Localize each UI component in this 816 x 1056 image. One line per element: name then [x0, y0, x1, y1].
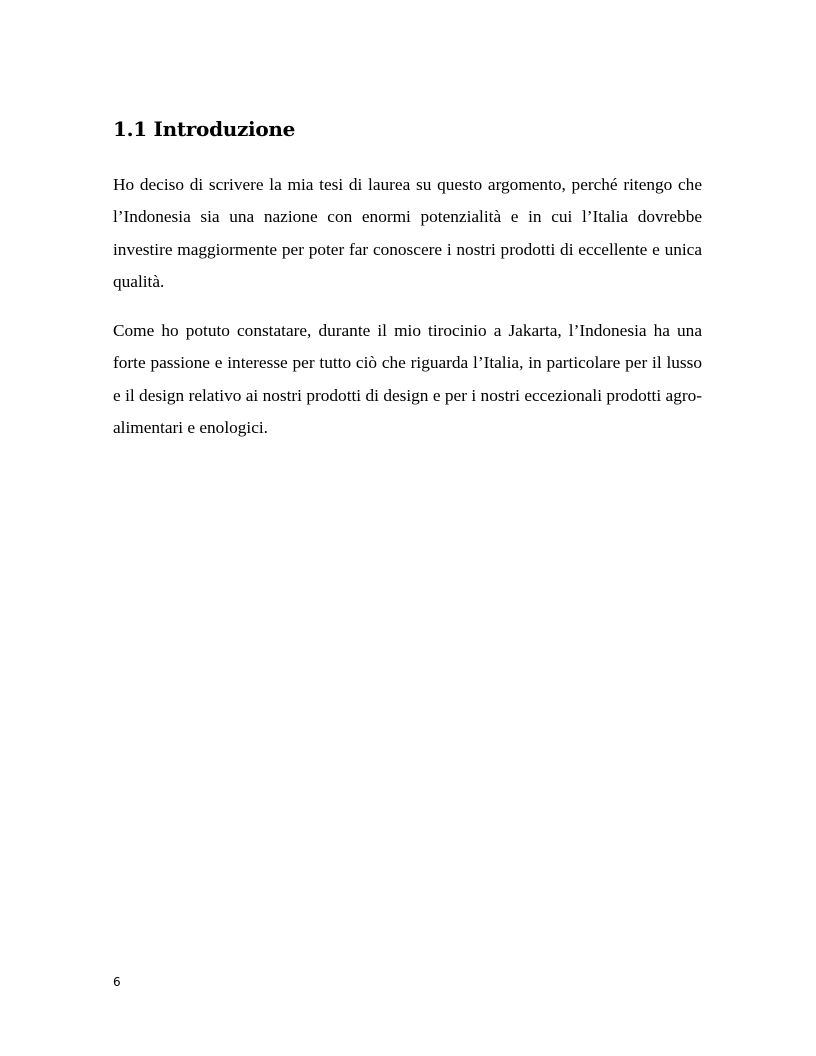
page-number: 6 [113, 975, 121, 989]
paragraph-intro: Ho deciso di scrivere la mia tesi di laurea su questo argomento, perché ritengo che l’Indonesia sia una nazione con enormi potenzialità e in cui l’Italia dovrebbe investire maggiormente per poter far conoscere i nostri prodotti di eccellente e unica qualità. [113, 175, 702, 292]
paragraph-internship: Come ho potuto constatare, durante il mio tirocinio a Jakarta, l’Indonesia ha una forte passione e interesse per tutto ciò che riguarda l’Italia, in particolare per il lusso e il design relativo ai nostri prodotti di design e per i nostri eccezionali prodotti agro-alimentari e enologici. [113, 321, 702, 438]
section-heading: 1.1 Introduzione [113, 117, 296, 141]
